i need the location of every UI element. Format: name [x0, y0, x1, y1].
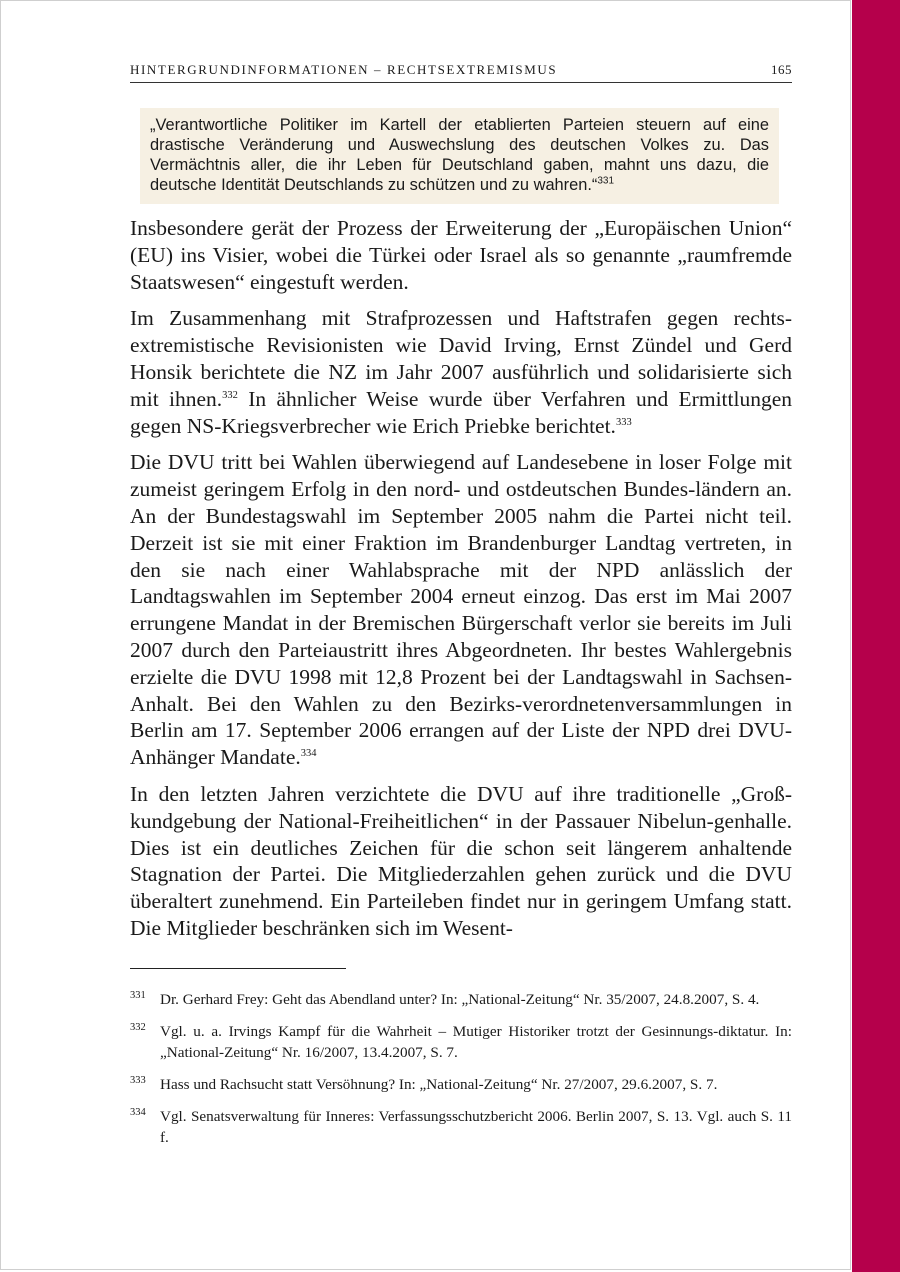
footnote-ref-332[interactable]: 332	[222, 389, 238, 401]
paragraph-text: In ähnlicher Weise wurde über Verfahren und Ermittlungen gegen NS-Kriegsverbrecher wie Erich Priebke berichtet.	[130, 386, 793, 438]
body-text	[130, 215, 792, 952]
footnote	[130, 1074, 792, 1095]
paragraph	[130, 215, 792, 295]
paragraph-text: Die DVU tritt bei Wahlen überwiegend auf Landesebene in loser Folge mit zumeist geringem Erfolg in den nord- und ostdeutschen Bundes-ländern an. An der Bundestagswahl im September 2005 nahm die Partei nicht teil. Derzeit ist sie mit einer Fraktion im Brandenburger Landtag vertreten, in den sie nach einer Wahlabsprache mit der NPD anlässlich der Landtagswahlen im September 2004 erneut einzog. Das erst im Mai 2007 errungene Mandat in der Bremischen Bürgerschaft verlor sie bereits im Juli 2007 durch den Parteiaustritt ihres Abgeordneten. Ihr bestes Wahlergebnis erzielte die DVU 1998 mit 12,8 Prozent bei der Landtagswahl in Sachsen-Anhalt. Bei den Wahlen zu den Bezirks-verordnetenversammlungen in Berlin am 17. September 2006 errangen auf der Liste der NPD drei DVU-Anhänger Mandate.	[130, 450, 792, 770]
page-number: 165	[771, 62, 792, 77]
paragraph-text: Im Zusammenhang mit Strafprozessen und Haftstrafen gegen rechts-extremistische Revisionisten wie David Irving, Ernst Zündel und Gerd Honsik berichtete die NZ im Jahr 2007 ausführlich und solidarisierte sich mit ihnen.	[130, 306, 792, 411]
paragraph	[130, 781, 792, 942]
footnote-ref-334[interactable]: 334	[300, 747, 317, 759]
footnote-number: 333	[130, 1075, 146, 1086]
footnote-text: Dr. Gerhard Frey: Geht das Abendland unter? In: „National-Zeitung“ Nr. 35/2007, 24.8.2007, S. 4.	[160, 991, 760, 1008]
footnote	[130, 1106, 792, 1148]
footnote-text: Vgl. u. a. Irvings Kampf für die Wahrheit – Mutiger Historiker trotzt der Gesinnungs-diktatur. In: „National-Zeitung“ Nr. 16/2007, 13.4.2007, S. 7.	[160, 1023, 792, 1061]
footnote	[130, 989, 792, 1010]
paragraph	[130, 449, 792, 771]
quote-box	[140, 108, 779, 204]
footnote-number: 331	[130, 990, 146, 1001]
footnote-text: Vgl. Senatsverwaltung für Inneres: Verfassungsschutzbericht 2006. Berlin 2007, S. 13. Vgl. auch S. 11 f.	[160, 1108, 792, 1146]
footnote-text: Hass und Rachsucht statt Versöhnung? In: „National-Zeitung“ Nr. 27/2007, 29.6.2007, S. 7.	[160, 1076, 718, 1093]
footnote-ref-333[interactable]: 333	[615, 416, 632, 428]
paragraph	[130, 305, 792, 439]
quote-text: „Verantwortliche Politiker im Kartell der etablierten Parteien steuern auf eine drastische Veränderung und Auswechslung des deutschen Volkes zu. Das Vermächtnis aller, die ihr Leben für Deutschland gaben, mahnt uns dazu, die deutsche Identität Deutschlands zu schützen und zu wahren.“	[150, 116, 769, 194]
footnote-number: 332	[130, 1022, 146, 1033]
paragraph-text: In den letzten Jahren verzichtete die DVU auf ihre traditionelle „Groß-kundgebung der National-Freiheitlichen“ in der Passauer Nibelun-genhalle. Dies ist ein deutliches Zeichen für die schon seit längerem anhaltende Stagnation der Partei. Die Mitgliederzahlen gehen zurück und die DVU überaltert zunehmend. Ein Parteileben findet nur in geringem Umfang statt. Die Mitglieder beschränken sich im Wesent-	[130, 781, 792, 940]
footnote-ref-331[interactable]: 331	[597, 175, 615, 187]
footnote	[130, 1021, 792, 1063]
running-header	[130, 62, 792, 83]
paragraph-text: Insbesondere gerät der Prozess der Erweiterung der „Europäischen Union“ (EU) ins Visier, wobei die Türkei oder Israel als so genannte „raumfremde Staatswesen“ eingestuft werden.	[130, 216, 792, 294]
footnotes	[130, 989, 792, 1159]
accent-side-bar	[852, 0, 900, 1272]
footnote-separator	[130, 968, 346, 969]
running-title: HINTERGRUNDINFORMATIONEN – RECHTSEXTREMISMUS	[130, 62, 558, 77]
footnote-number: 334	[130, 1107, 146, 1118]
